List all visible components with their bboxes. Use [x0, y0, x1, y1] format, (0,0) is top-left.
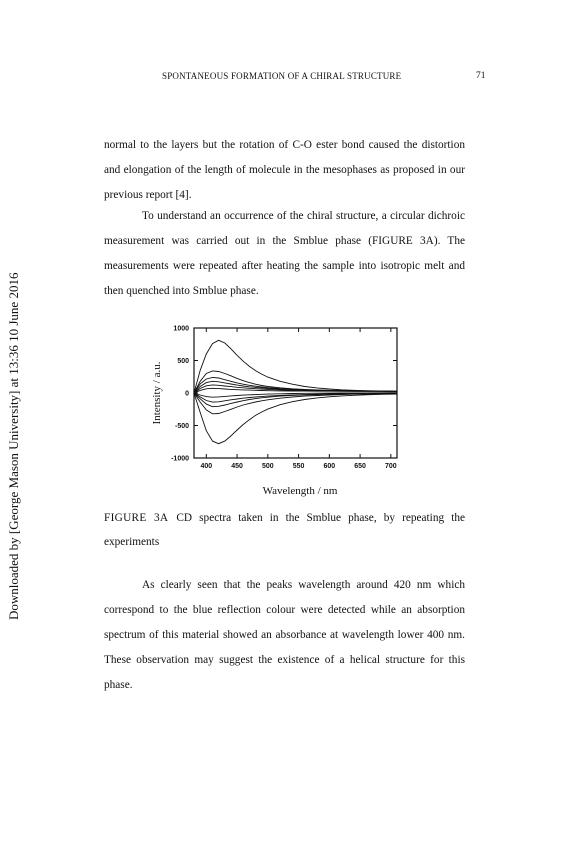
figure-caption-text: CD spectra taken in the Smblue phase, by repeating the experiments — [104, 512, 465, 548]
x-tick-label: 700 — [385, 463, 397, 470]
x-tick-label: 500 — [261, 463, 274, 470]
x-tick-label: 400 — [200, 463, 213, 470]
x-tick-label: 550 — [292, 463, 305, 470]
x-tick-label: 450 — [231, 463, 243, 470]
body-paragraph — [104, 573, 465, 698]
figure-caption-label: FIGURE 3A — [104, 512, 169, 524]
x-tick-group — [200, 328, 396, 470]
running-header-title: SPONTANEOUS FORMATION OF A CHIRAL STRUCTURE — [162, 71, 402, 81]
y-axis-label: Intensity / a.u. — [151, 361, 163, 425]
y-tick-label: 0 — [185, 390, 189, 398]
download-watermark: Downloaded by [George Mason University] at 13:36 10 June 2016 — [6, 272, 21, 620]
y-tick-label: -500 — [174, 423, 189, 430]
body-paragraph: normal to the layers but the rotation of C-O ester bond caused the distortion and elongation of the length of molecule in the mesophases as proposed in our previous report [4]. — [104, 139, 465, 201]
y-tick-label: 1000 — [173, 325, 189, 333]
x-tick-label: 600 — [323, 463, 336, 470]
cd-spectra-chart — [140, 316, 420, 498]
series-group — [194, 340, 397, 443]
body-paragraph — [104, 204, 465, 304]
page-number: 71 — [476, 71, 486, 81]
paragraph-text: To understand an occurrence of the chiral structure, a circular dichroic measurement was carried out in the Smblue phase (FIGURE 3A). The measurements were repeated after heating the sample into isotropic melt and then quenched into Smblue phase. — [104, 210, 465, 297]
x-tick-label: 650 — [354, 463, 366, 470]
x-axis-label: Wavelength / nm — [262, 485, 338, 497]
figure-caption — [104, 506, 465, 554]
figure-3a — [140, 316, 420, 498]
y-tick-label: 500 — [177, 358, 189, 365]
paragraph-text: As clearly seen that the peaks wavelength around 420 nm which correspond to the blue reflection colour were detected while an absorption spectrum of this material showed an absorbance at wavelength lower 400 nm. These observation may suggest the existence of a helical structure for this phase. — [104, 579, 465, 691]
y-tick-label: -1000 — [171, 455, 189, 463]
series-line-1 — [194, 340, 397, 393]
